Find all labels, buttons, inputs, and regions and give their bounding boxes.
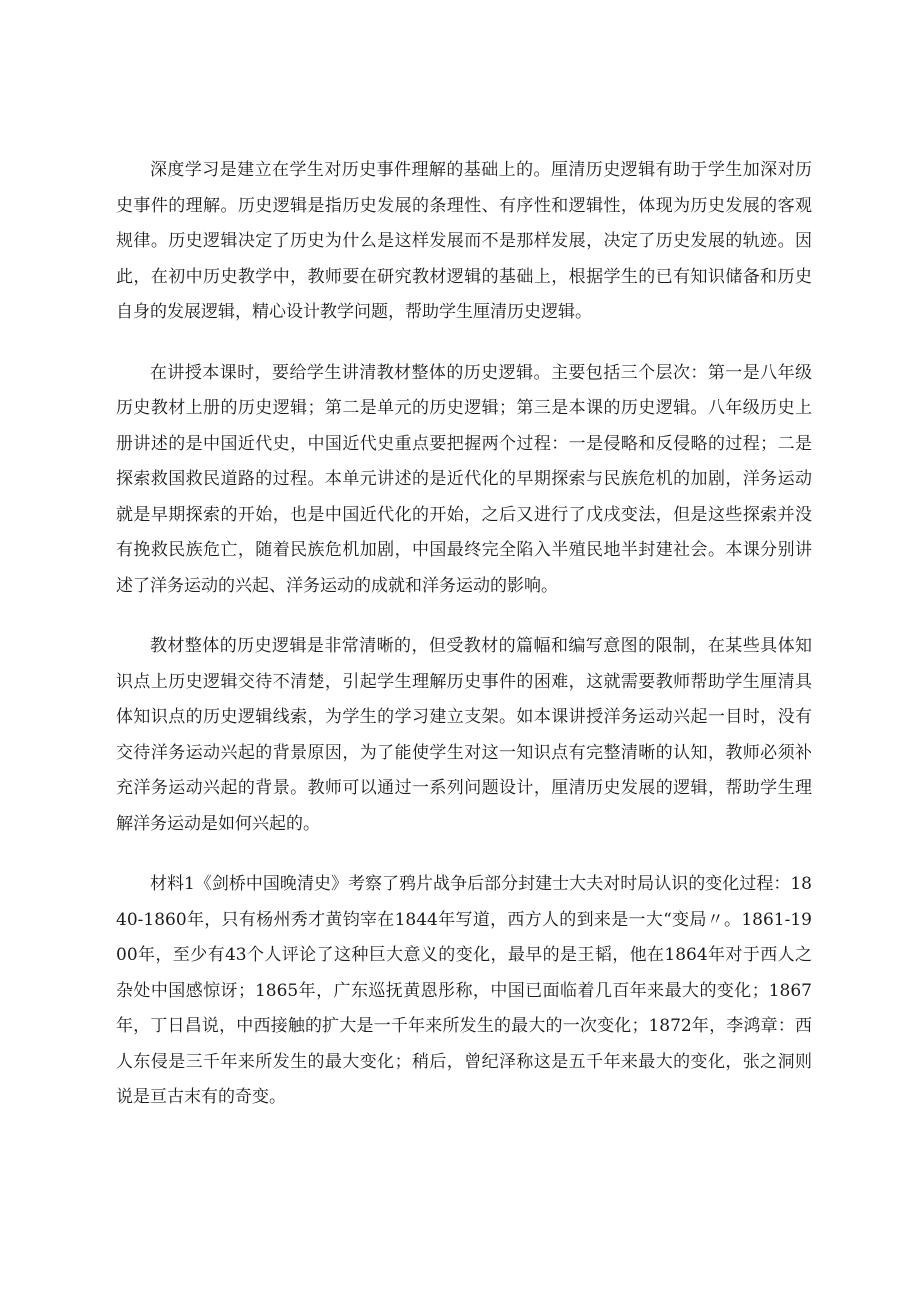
paragraph-deep-learning: 深度学习是建立在学生对历史事件理解的基础上的。厘清历史逻辑有助于学生加深对历史事件的理解。历史逻辑是指历史发展的条理性、有序性和逻辑性，体现为历史发展的客观规律。历史逻辑决定了历史为什么是这样发展而不是那样发展，决定了历史发展的轨迹。因此，在初中历史教学中，教师要在研究教材逻辑的基础上，根据学生的已有知识储备和历史自身的发展逻辑，精心设计教学问题，帮助学生厘清历史逻辑。 <box>116 160 812 322</box>
document-body <box>116 153 812 1141</box>
paragraph-material-1: 材料1《剑桥中国晚清史》考察了鸦片战争后部分封建士大夫对时局认识的变化过程：1840-1860年，只有杨州秀才黄钧宰在1844年写道，西方人的到来是一大“变局〃。1861-1900年，至少有43个人评论了这种巨大意义的变化，最早的是王韬，他在1864年对于西人之杂处中国感惊讶；1865年，广东巡抚黄恩彤称，中国已面临着几百年来最大的变化；1867年，丁日昌说，中西接触的扩大是一千年来所发生的最大的一次变化；1872年，李鸿章：西人东侵是三千年来所发生的最大变化；稍后，曾纪泽称这是五千年来最大的变化，张之洞则说是亘古末有的奇变。 <box>116 874 812 1107</box>
paragraph-knowledge-points: 教材整体的历史逻辑是非常清晰的，但受教材的篇幅和编写意图的限制，在某些具体知识点上历史逻辑交待不清楚，引起学生理解历史事件的困难，这就需要教师帮助学生厘清具体知识点的历史逻辑线索，为学生的学习建立支架。如本课讲授洋务运动兴起一目时，没有交待洋务运动兴起的背景原因，为了能使学生对这一知识点有完整清晰的认知，教师必须补充洋务运动兴起的背景。教师可以通过一系列问题设计，厘清历史发展的逻辑，帮助学生理解洋务运动是如何兴起的。 <box>116 636 812 834</box>
paragraph-textbook-logic: 在讲授本课时，要给学生讲清教材整体的历史逻辑。主要包括三个层次：第一是八年级历史教材上册的历史逻辑；第二是单元的历史逻辑；第三是本课的历史逻辑。八年级历史上册讲述的是中国近代史，中国近代史重点要把握两个过程：一是侵略和反侵略的过程；二是探索救国救民道路的过程。本单元讲述的是近代化的早期探索与民族危机的加剧，洋务运动就是早期探索的开始，也是中国近代化的开始，之后又进行了戊戌变法，但是这些探索并没有挽救民族危亡，随着民族危机加剧，中国最终完全陷入半殖民地半封建社会。本课分别讲述了洋务运动的兴起、洋务运动的成就和洋务运动的影响。 <box>116 362 812 596</box>
